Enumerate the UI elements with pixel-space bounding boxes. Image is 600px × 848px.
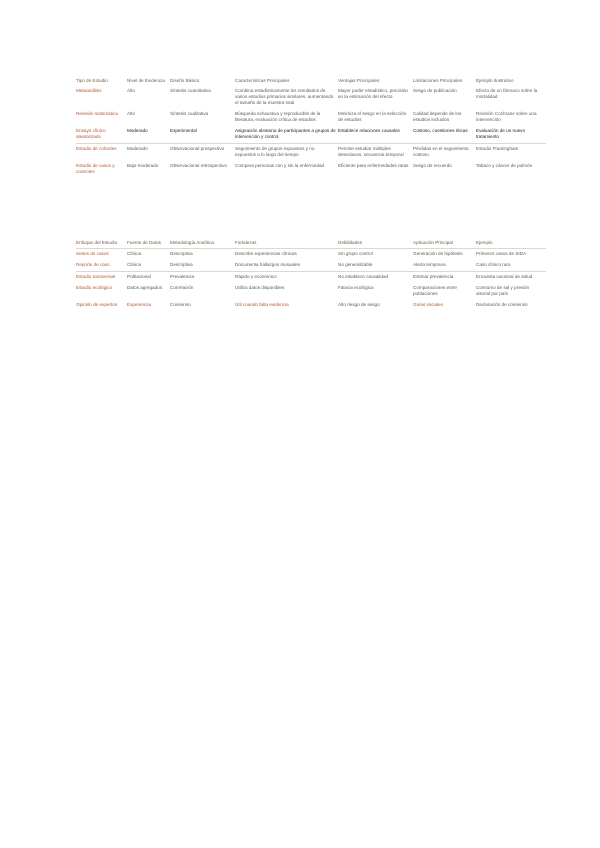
table-cell: Estudio de cohortes [76,146,117,151]
table-cell: Prevalencia [170,274,195,279]
header-cell: Metodología Analítica [170,240,214,245]
table-cell: Alerta temprana [413,262,446,267]
table-cell: Permite estudiar múltiples desenlaces, secuencia temporal [338,146,404,157]
table-cell: Eficiente para enfermedades raras [338,163,409,168]
table-cell: Revisión sistemática [76,111,118,116]
table-cell: Clínica [127,262,142,267]
table-cell: Sesgo de publicación [413,88,457,93]
table-cell: Combina estadísticamente los resultados de varios estudios primarios similares, aumentando el tamaño de la muestra total [235,88,334,105]
table-cell: Generación de hipótesis [413,251,463,256]
table-row [76,109,546,126]
table-cell: Estudio Framingham [476,146,519,151]
table-cell: Metaanálisis [76,88,102,93]
table-cell: Sesgo de recuerdo [413,163,452,168]
header-cell: Fortalezas [235,240,257,245]
table-cell: Alto [127,88,135,93]
table-row [76,272,546,284]
table-row [76,86,546,109]
table-cell: Estimar prevalencia [413,274,454,279]
table-cell: Falacia ecológica [338,285,374,290]
table-cell: No establece causalidad [338,274,389,279]
table-cell: Rápido y económico [235,274,277,279]
table-cell: Efecto de un fármaco sobre la mortalidad [476,88,538,99]
table-cell: Guías iniciales [413,302,443,307]
table-cell: Datos agregados [127,285,162,290]
table-cell: Alto riesgo de sesgo [338,302,380,307]
header-cell: Limitaciones Principales [413,78,463,83]
table-cell: Reporte de caso [76,262,110,267]
table-cell: Comparaciones entre poblaciones [413,285,457,296]
table-row [76,249,546,261]
table-cell: Caso clínico raro [476,262,511,267]
table-cell: Estudio ecológico [76,285,113,290]
table-header-row [76,78,546,86]
table-row [76,161,546,178]
header-cell: Nivel de Evidencia [127,78,165,83]
header-cell: Fuente de Datos [127,240,161,245]
header-cell: Ejemplo Ilustrativo [476,78,514,83]
table-cell: Primeros casos de SIDA [476,251,527,256]
table-cell: Compara personas con y sin la enfermedad [235,163,325,168]
header-cell: Diseño Básico [170,78,200,83]
table-row [76,126,546,144]
table-header-row [76,240,546,249]
table-cell: Síntesis cuantitativa [170,88,211,93]
header-cell: Características Principales [235,78,290,83]
header-cell: Tipo de Estudio [76,78,108,83]
table-cell: Poblacional [127,274,151,279]
table-cell: Moderado [127,128,148,133]
table-cell: Sin grupo control [338,251,373,256]
header-cell: Enfoque del Estudio [76,240,118,245]
table-cell: Correlación [170,285,194,290]
table-cell: Asignación aleatoria de participantes a grupos de intervención y control [235,128,336,139]
table-cell: Descriptiva [170,251,193,256]
table-cell: Opinión de expertos [76,302,118,307]
table-cell: Útil cuando falta evidencia [235,302,289,307]
table-cell: Descriptiva [170,262,193,267]
table-cell: Tabaco y cáncer de pulmón [476,163,533,168]
header-cell: Ventajas Principales [338,78,380,83]
table-cell: Pérdidas en el seguimiento, costoso [413,146,470,157]
table-row [76,300,546,311]
table-cell: Revisión Cochrane sobre una intervención [476,111,537,122]
table-cell: Ensayo clínico aleatorizado [76,128,106,139]
table-row [76,144,546,162]
table-cell: Síntesis cualitativa [170,111,209,116]
table-cell: Minimiza el sesgo en la selección de estudios [338,111,407,122]
table-cell: Establece relaciones causales [338,128,400,133]
evidence-table-2 [76,240,546,311]
table-cell: Observacional retrospectivo [170,163,227,168]
table-cell: Costoso, cuestiones éticas [413,128,468,133]
evidence-table-1 [76,78,546,178]
table-cell: Observacional prospectivo [170,146,225,151]
table-cell: Bajo-moderado [127,163,159,168]
table-row [76,283,546,300]
table-cell: Evaluación de un nuevo tratamiento [476,128,526,139]
table-cell: Mayor poder estadístico, precisión en la estimación del efecto [338,88,408,99]
header-cell: Debilidades [338,240,363,245]
table-cell: Estudio de casos y controles [76,163,115,174]
table-cell: Alto [127,111,135,116]
table-cell: Series de casos [76,251,109,256]
header-cell: Aplicación Principal [413,240,453,245]
table-cell: Moderado [127,146,148,151]
table-cell: Describe experiencias clínicas [235,251,297,256]
table-cell: Declaración de consenso [476,302,528,307]
table-cell: No generalizable [338,262,373,267]
table-cell: Seguimiento de grupos expuestos y no expuestos a lo largo del tiempo [235,146,315,157]
table-row [76,260,546,272]
table-cell: Clínica [127,251,142,256]
table-cell: Experimental [170,128,197,133]
table-cell: Utiliza datos disponibles [235,285,285,290]
table-cell: Estudio transversal [76,274,116,279]
table-cell: Consenso [170,302,191,307]
header-cell: Ejemplo [476,240,493,245]
table-cell: Consumo de sal y presión arterial por país [476,285,530,296]
table-cell: Experiencia [127,302,152,307]
table-cell: Documenta hallazgos inusuales [235,262,300,267]
table-cell: Calidad depende de los estudios incluidos [413,111,462,122]
table-cell: Búsqueda exhaustiva y reproducible de la literatura, evaluación crítica de estudios [235,111,321,122]
table-cell: Encuesta nacional de salud [476,274,533,279]
